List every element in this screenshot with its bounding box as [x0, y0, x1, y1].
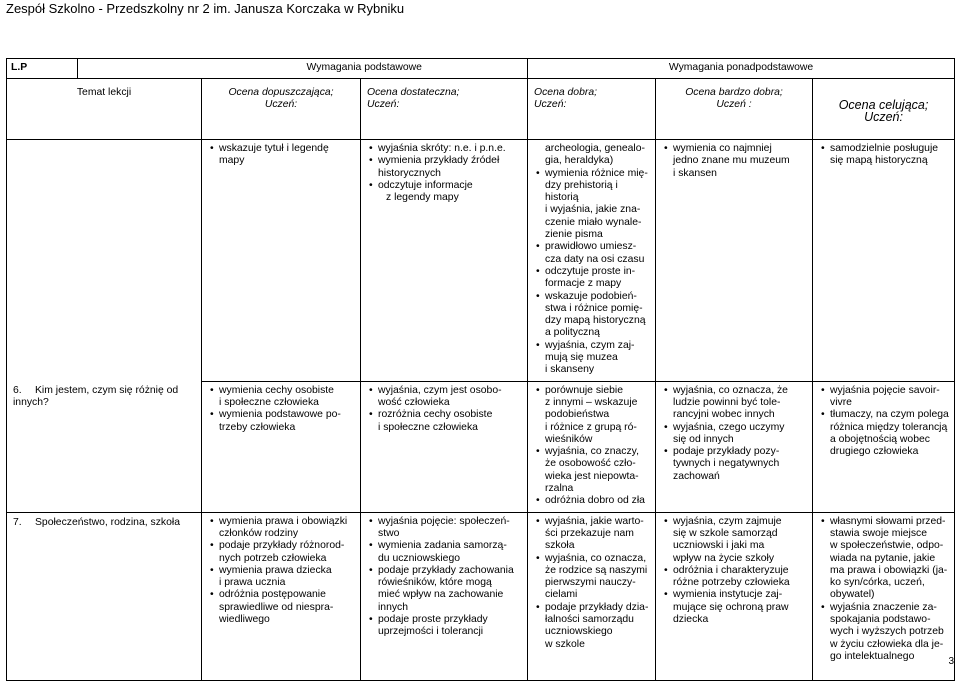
list-item: [210, 589, 356, 626]
requirement-text: • odróżnia i charakteryzuje: [673, 564, 789, 576]
requirement-text: • podaje przykłady zachowania: [378, 564, 514, 576]
list-item: [664, 565, 808, 590]
requirement-text: • wyjaśnia znaczenie za-: [830, 601, 937, 613]
requirement-text: • podaje proste przykłady: [378, 613, 488, 625]
requirement-text: • wyjaśnia, jakie warto-: [545, 515, 644, 527]
requirement-text: mapy: [219, 155, 245, 167]
requirements-cell-g2: [202, 140, 361, 382]
requirement-text: z legendy mapy: [386, 192, 459, 204]
school-header: Zespół Szkolno - Przedszkolny nr 2 im. Janusza Korczaka w Rybniku: [6, 1, 405, 16]
requirement-text: • samodzielnie posługuje: [830, 143, 939, 154]
requirement-text: • odróżnia postępowanie: [219, 589, 326, 601]
requirement-text: • wyjaśnia skróty: n.e. i p.n.e.: [378, 143, 506, 154]
list-item: [210, 565, 356, 590]
requirement-text: • porównuje siebie: [545, 384, 623, 396]
requirement-text: spokajania podstawo-: [830, 613, 931, 625]
requirement-text: • wyjaśnia, czym zajmuje: [673, 515, 782, 527]
requirements-cell-g5: [656, 140, 813, 382]
requirement-text: • wyjaśnia, czym zaj-: [545, 339, 635, 351]
requirement-text: w życiu człowieka dla je-: [830, 638, 944, 650]
list-item: [821, 516, 950, 602]
table-row: [7, 140, 955, 382]
requirement-text: i wyjaśnia, jakie zna-: [545, 204, 641, 216]
requirement-text: dziecka: [673, 613, 709, 625]
grade-4-header: Ocena dobra; Uczeń:: [528, 79, 656, 140]
requirement-text: nych potrzeb człowieka: [219, 552, 327, 564]
requirement-text: • wskazuje podobień-: [545, 290, 637, 302]
requirement-text: w szkole: [545, 638, 585, 650]
topic-column-header: Temat lekcji: [7, 79, 202, 140]
requirement-text: wieka jest niepowta-: [545, 470, 639, 482]
requirements-cell-g6: [813, 381, 955, 512]
requirement-text: • odróżnia dobro od zła: [545, 495, 645, 507]
requirement-text: dzy mapą historyczną: [545, 315, 646, 327]
requirements-cell-g4: [528, 140, 656, 382]
requirement-text: • wyjaśnia pojęcie savoir-: [830, 384, 940, 396]
requirement-text: a polityczną: [545, 327, 600, 339]
requirements-list: [528, 140, 655, 381]
lesson-topic-cell: [7, 512, 202, 680]
list-item: [536, 516, 651, 553]
list-item: [536, 340, 651, 377]
requirement-text: • wyjaśnia, co oznacza,: [545, 552, 647, 564]
requirement-text: zachowań: [673, 470, 720, 482]
grade-2-header: Ocena dopuszczająca; Uczeń:: [202, 79, 361, 140]
lesson-number: 7.: [13, 516, 22, 528]
list-item: [536, 266, 651, 291]
requirement-text: jedno znane mu muzeum: [673, 155, 790, 167]
requirement-text: rówieśników, które mogą: [378, 577, 492, 589]
requirement-text: rzalna: [545, 483, 574, 495]
requirement-text: gia, heraldyka): [545, 155, 614, 167]
list-item: [821, 143, 950, 168]
requirement-text: czenie miało wynale-: [545, 216, 642, 228]
requirements-cell-g4: [528, 512, 656, 680]
list-item: [664, 516, 808, 565]
requirements-cell-g6: [813, 140, 955, 382]
requirement-text: podobieństwa: [545, 409, 610, 421]
requirement-text: się mapą historyczną: [830, 155, 928, 167]
requirement-text: ści przekazuje nam: [545, 527, 634, 539]
requirement-text: • wymienia przykłady źródeł: [378, 155, 500, 167]
grade-3-header: Ocena dostateczna; Uczeń:: [361, 79, 528, 140]
list-item: [210, 540, 356, 565]
list-item: [369, 540, 523, 565]
requirements-list: [528, 513, 655, 655]
requirement-text: • odczytuje informacje: [378, 179, 473, 191]
requirement-text: mują się muzea: [545, 352, 618, 364]
requirement-text: pierwszymi nauczy-: [545, 577, 636, 589]
requirement-text: ludzie powinni być tole-: [673, 396, 781, 408]
requirement-text: się od innych: [673, 433, 734, 445]
requirement-text: wiada na pytanie, jakie: [830, 552, 936, 564]
requirement-text: • wymienia prawa dziecka: [219, 564, 332, 576]
grade-6-header: Ocena celująca; Uczeń:: [813, 79, 955, 140]
requirement-text: dzy prehistorią i historią: [545, 179, 618, 204]
list-item: [536, 291, 651, 340]
requirement-text: i społeczne człowieka: [378, 421, 478, 433]
requirement-text: stawia swoje miejsce: [830, 527, 928, 539]
requirement-text: • tłumaczy, na czym polega: [830, 409, 949, 421]
lesson-topic: Kim jestem, czym się różnię od innych?: [13, 385, 179, 409]
requirements-list: [202, 513, 360, 631]
lp-header: L.P: [7, 59, 78, 79]
requirement-text: • wymienia zadania samorzą-: [378, 540, 507, 552]
requirements-list: [813, 382, 954, 463]
lesson-number: 6.: [13, 385, 22, 397]
requirement-text: vivre: [830, 396, 852, 408]
requirement-text: innych: [378, 601, 409, 613]
requirement-text: a obojętnością wobec: [830, 433, 930, 445]
requirements-cell-g4: [528, 381, 656, 512]
requirement-text: szkoła: [545, 540, 575, 552]
requirements-cell-g2: [202, 512, 361, 680]
list-item: [664, 589, 808, 626]
requirement-text: drugiego człowieka: [830, 446, 919, 458]
requirements-cell-g3: [361, 381, 528, 512]
requirement-text: i skansen: [673, 167, 717, 179]
requirement-text: łalności samorządu: [545, 613, 634, 625]
list-item: [369, 516, 523, 541]
requirement-text: sprawiedliwe od niespra-: [219, 601, 334, 613]
requirement-text: i prawa ucznia: [219, 577, 286, 589]
requirement-text: w społeczeństwie, odpo-: [830, 540, 944, 552]
requirement-text: • prawidłowo umiesz-: [545, 241, 637, 253]
requirement-text: stwo: [378, 527, 400, 539]
requirements-list: [361, 382, 527, 438]
list-item: [210, 385, 356, 410]
requirement-text: się w szkole samorząd: [673, 527, 778, 539]
requirement-text: członków rodziny: [219, 527, 299, 539]
requirement-text: • własnymi słowami przed-: [830, 515, 946, 527]
requirement-text: historycznych: [378, 167, 441, 179]
requirement-text: uprzejmości i tolerancji: [378, 626, 484, 638]
requirement-text: rancyjni wobec innych: [673, 409, 775, 421]
requirements-list: [528, 382, 655, 512]
requirement-text: • wyjaśnia, co oznacza, że: [673, 384, 788, 396]
requirement-text: mujące się ochroną praw: [673, 601, 789, 613]
requirement-text: uczniowskiego: [545, 626, 613, 638]
list-item: [369, 143, 523, 155]
requirement-text: go intelektualnego: [830, 650, 915, 662]
requirement-text: cielami: [545, 589, 578, 601]
requirements-list: [656, 382, 812, 487]
requirement-text: wość człowieka: [378, 396, 450, 408]
requirement-text: różne potrzeby człowieka: [673, 577, 790, 589]
requirement-text: różnica między tolerancją: [830, 421, 948, 433]
requirements-table: [6, 58, 955, 681]
advanced-requirements-header: Wymagania ponadpodstawowe: [528, 59, 955, 79]
page-number: 3: [948, 656, 954, 667]
requirements-cell-g5: [656, 512, 813, 680]
requirement-text: • wymienia różnice mię-: [545, 167, 648, 179]
requirement-text: uczniowski i jaki ma: [673, 540, 765, 552]
requirements-list: [813, 513, 954, 668]
list-item: [369, 614, 523, 639]
list-item: [536, 241, 651, 266]
requirement-text: ko syn/córka, uczeń,: [830, 577, 925, 589]
requirement-text: wpływ na życie szkoły: [673, 552, 775, 564]
list-item: [664, 385, 808, 422]
list-item: [664, 422, 808, 447]
requirement-text: ma prawa i obowiązki (ja-: [830, 564, 948, 576]
lesson-topic-cell: [7, 140, 202, 382]
list-item: [536, 495, 651, 507]
list-item: [664, 143, 808, 180]
lesson-topic: Społeczeństwo, rodzina, szkoła: [35, 516, 180, 528]
requirement-text: obywatel): [830, 589, 875, 601]
requirements-cell-g2: [202, 381, 361, 512]
requirement-text: trzeby człowieka: [219, 421, 296, 433]
requirement-text: • wymienia cechy osobiste: [219, 384, 334, 396]
requirement-text: • wymienia instytucje zaj-: [673, 589, 783, 601]
list-item: [821, 409, 950, 458]
requirements-list: [361, 513, 527, 643]
list-item: [536, 446, 651, 495]
requirements-list: [202, 382, 360, 438]
requirement-text: cza daty na osi czasu: [545, 253, 645, 265]
requirement-text: z innymi – wskazuje: [545, 396, 638, 408]
requirements-list: [361, 140, 527, 208]
requirements-cell-g6: [813, 512, 955, 680]
list-item: [369, 385, 523, 410]
requirement-text: że osobowość czło-: [545, 458, 636, 470]
requirements-cell-g5: [656, 381, 813, 512]
list-item: [536, 143, 651, 168]
list-item: [369, 180, 523, 205]
list-item: [664, 446, 808, 483]
requirement-text: • wymienia podstawowe po-: [219, 409, 341, 421]
requirement-text: mieć wpływ na zachowanie: [378, 589, 504, 601]
requirements-list: [202, 140, 360, 172]
requirement-text: wiedliwego: [219, 613, 270, 625]
requirement-text: • podaje przykłady pozy-: [673, 446, 780, 458]
requirement-text: zienie pisma: [545, 229, 603, 241]
requirement-text: • odczytuje proste in-: [545, 265, 636, 277]
list-item: [821, 385, 950, 410]
requirement-text: formacje z mapy: [545, 278, 622, 290]
list-item: [536, 553, 651, 602]
list-item: [821, 602, 950, 663]
list-item: [369, 155, 523, 180]
requirements-list: [813, 140, 954, 172]
requirement-text: tywnych i negatywnych: [673, 458, 780, 470]
requirement-text: i społeczne człowieka: [219, 396, 319, 408]
requirement-text: i różnice z grupą ró-: [545, 421, 637, 433]
requirement-text: • wymienia prawa i obowiązki: [219, 515, 348, 527]
requirement-text: stwa i różnice pomię-: [545, 302, 643, 314]
requirement-text: • podaje przykłady różnorod-: [219, 540, 345, 552]
list-item: [369, 565, 523, 614]
lesson-topic-cell: [7, 381, 202, 512]
list-item: [536, 385, 651, 446]
requirement-text: • podaje przykłady dzia-: [545, 601, 649, 613]
requirement-text: wieśników: [545, 433, 593, 445]
requirements-list: [656, 140, 812, 184]
table-row: [7, 381, 955, 512]
requirement-text: archeologia, genealo-: [545, 143, 645, 154]
list-item: [210, 143, 356, 168]
list-item: [210, 516, 356, 541]
list-item: [369, 409, 523, 434]
requirement-text: • rozróżnia cechy osobiste: [378, 409, 493, 421]
list-item: [210, 409, 356, 434]
requirement-text: wych i wyższych potrzeb: [830, 626, 944, 638]
requirement-text: że rodzice są naszymi: [545, 564, 648, 576]
requirement-text: • wskazuje tytuł i legendę: [219, 143, 329, 154]
requirements-list: [656, 513, 812, 631]
basic-requirements-header: Wymagania podstawowe: [202, 59, 528, 79]
requirements-cell-g3: [361, 512, 528, 680]
list-item: [536, 168, 651, 242]
list-item: [536, 602, 651, 651]
requirement-text: • wymienia co najmniej: [673, 143, 772, 154]
requirement-text: • wyjaśnia, czego uczymy: [673, 421, 785, 433]
requirement-text: i skanseny: [545, 364, 595, 376]
requirements-cell-g3: [361, 140, 528, 382]
requirement-text: • wyjaśnia, czym jest osobo-: [378, 384, 502, 396]
requirement-text: • wyjaśnia pojęcie: społeczeń-: [378, 515, 510, 527]
requirement-text: • wyjaśnia, co znaczy,: [545, 446, 639, 458]
requirement-text: du uczniowskiego: [378, 552, 461, 564]
table-row: [7, 512, 955, 680]
grade-5-header: Ocena bardzo dobra; Uczeń :: [656, 79, 813, 140]
